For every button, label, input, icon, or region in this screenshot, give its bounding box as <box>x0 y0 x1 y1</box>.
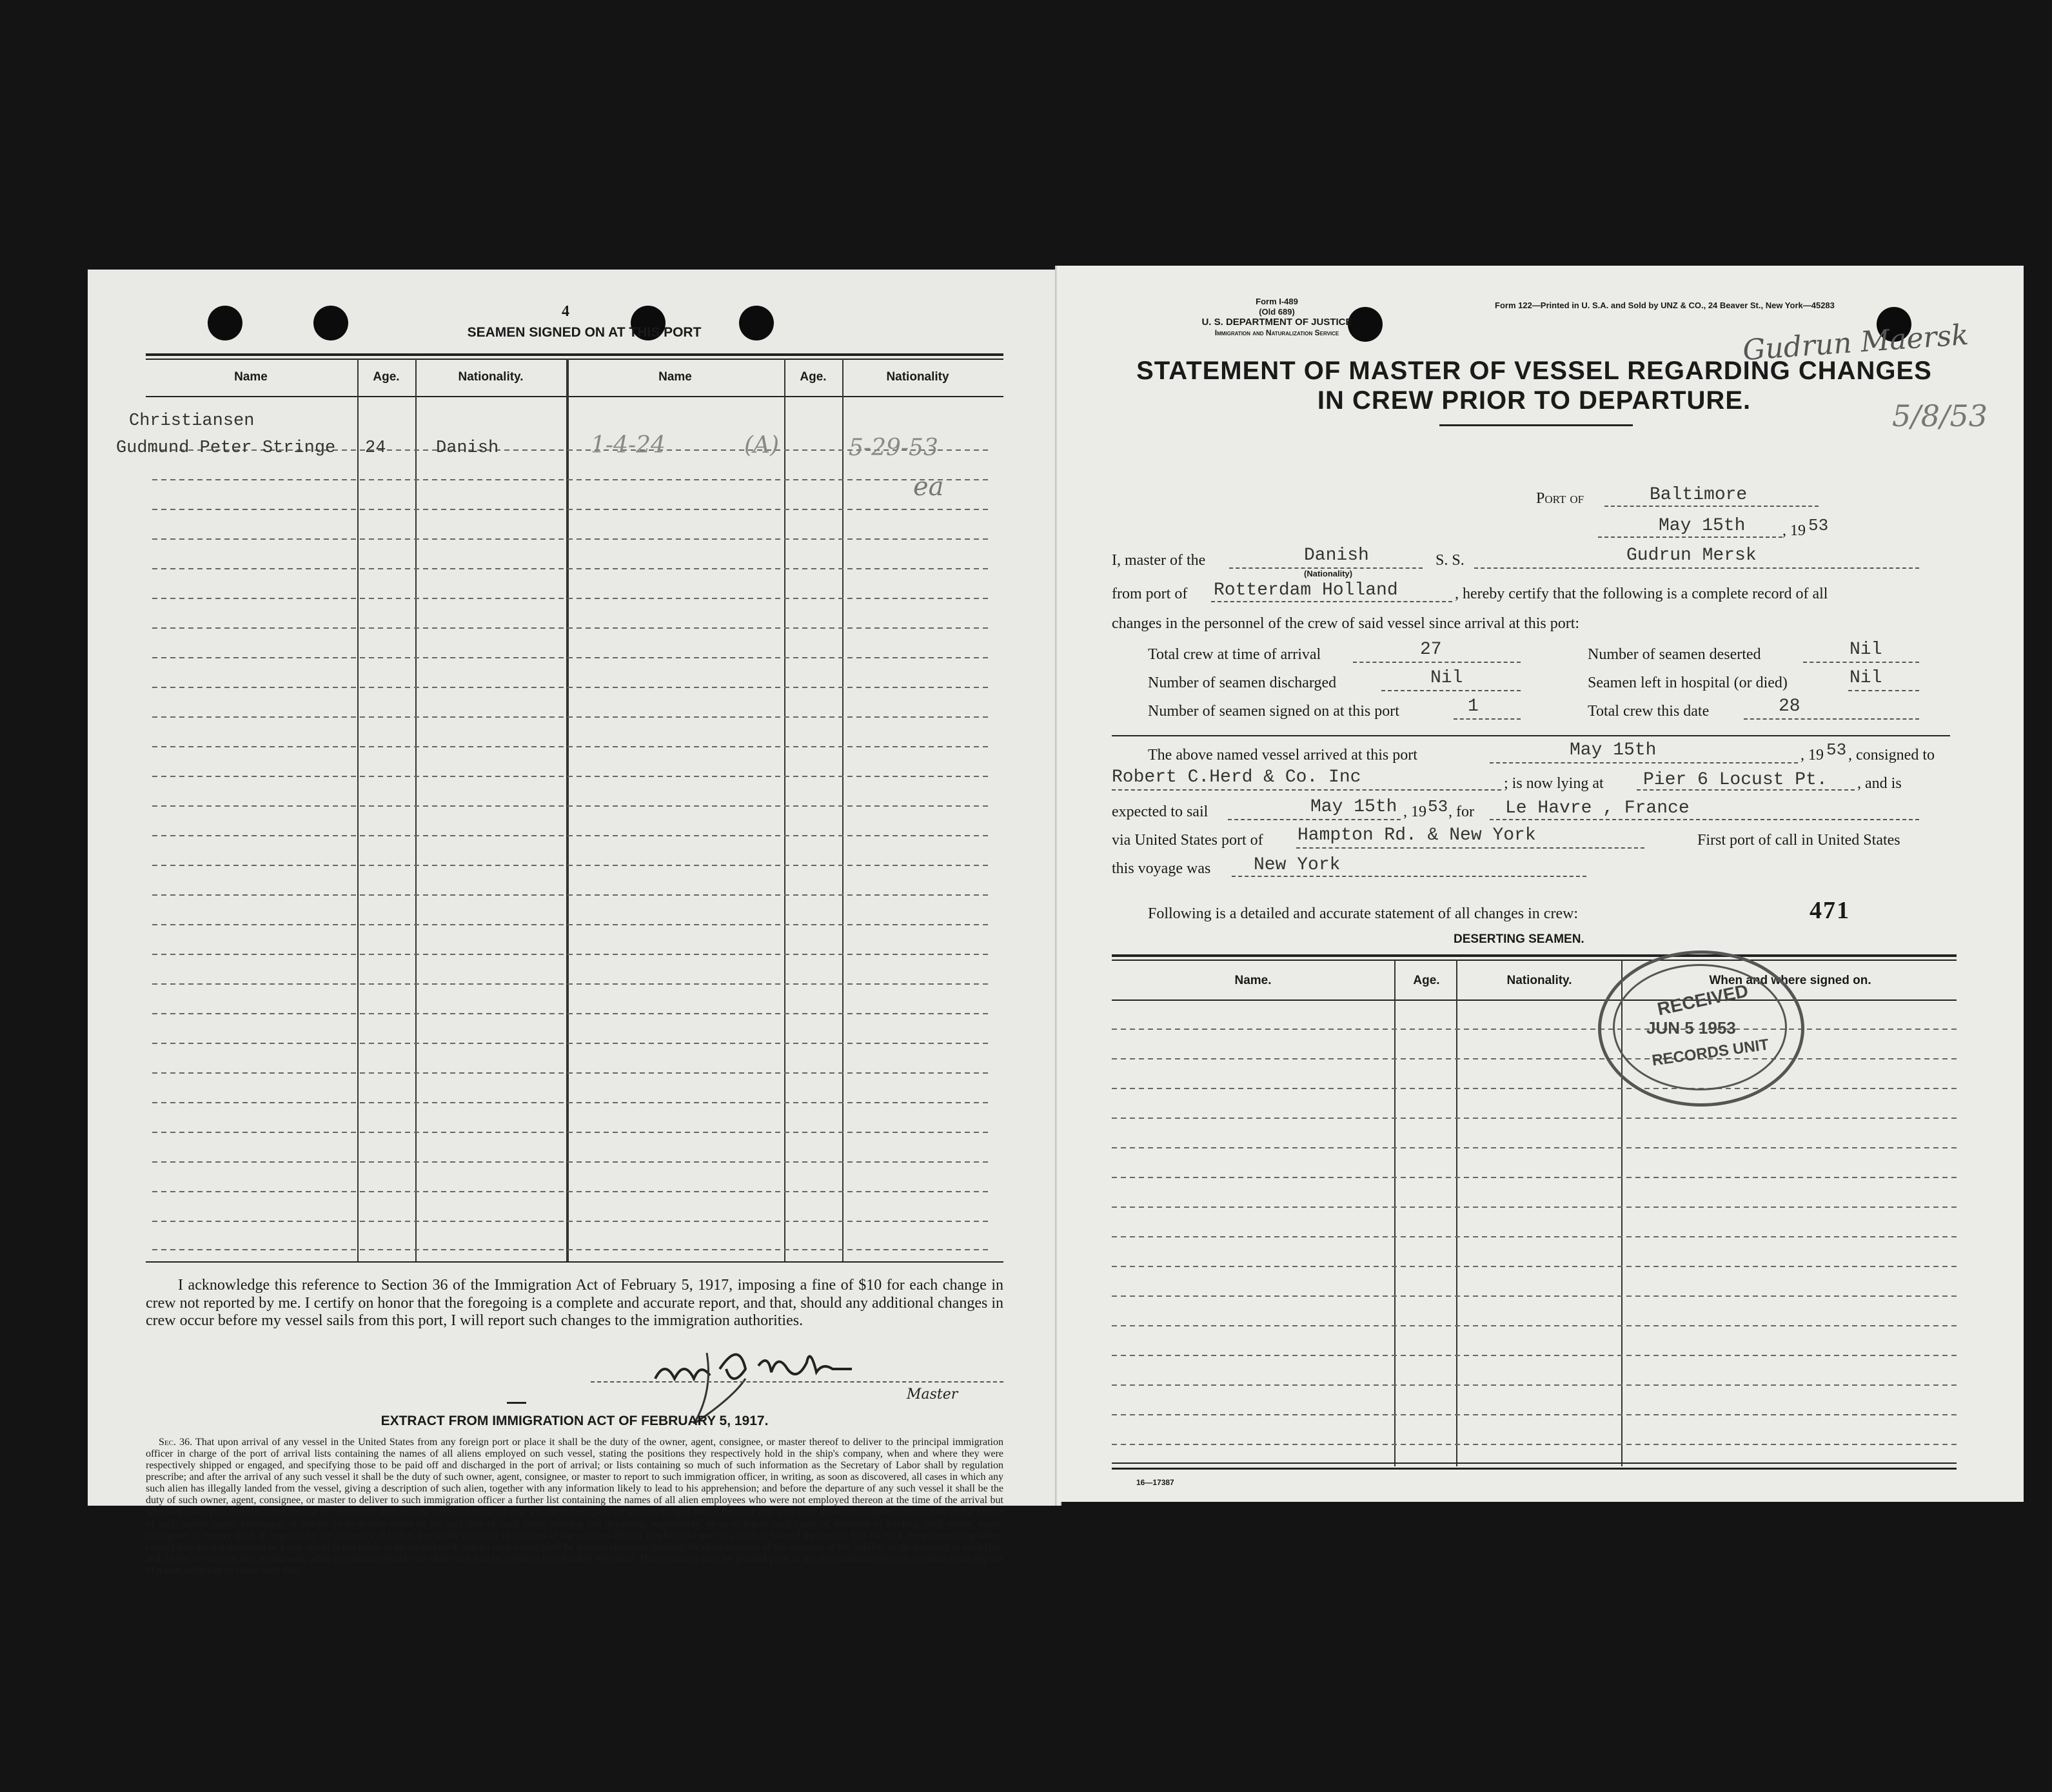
port-of-label: Port of <box>1536 490 1584 507</box>
consigned-label: , consigned to <box>1848 747 1935 763</box>
total-today-value: 28 <box>1779 696 1800 716</box>
this-voyage-value: New York <box>1254 855 1341 875</box>
arrived-year-prefix: , 19 <box>1800 747 1824 763</box>
deserting-heading: DESERTING SEAMEN. <box>1454 932 1584 946</box>
this-voyage-label: this voyage was <box>1112 860 1211 877</box>
expected-year-prefix: , 19 <box>1403 803 1426 820</box>
received-stamp <box>1598 950 1804 1107</box>
master-signature <box>642 1334 900 1424</box>
entry-note-name: 1-4-24 <box>591 432 666 458</box>
signed-on-label: Number of seamen signed on at this port <box>1148 703 1399 720</box>
stamp-date: JUN 5 1953 <box>1646 1018 1736 1038</box>
page-number: 4 <box>562 303 569 320</box>
stamp-unit: RECORDS UNIT <box>1650 1036 1770 1070</box>
certify-text-2: changes in the personnel of the crew of said vessel since arrival at this port: <box>1112 615 1580 632</box>
col-desert-signed-on: When and where signed on. <box>1709 974 1871 987</box>
entry-surname: Christiansen <box>129 411 255 431</box>
printer-line: Form 122—Printed in U. S.A. and Sold by UNZ & CO., 24 Beaver St., New York—45283 <box>1495 300 1835 310</box>
destination-value: Le Havre , France <box>1505 798 1690 818</box>
master-label: Master <box>907 1386 958 1403</box>
from-port-value: Rotterdam Holland <box>1214 580 1398 600</box>
col-desert-nationality: Nationality. <box>1506 974 1572 987</box>
from-port-label: from port of <box>1112 586 1188 602</box>
col-desert-name: Name. <box>1234 974 1272 987</box>
arrived-value: May 15th <box>1570 740 1657 760</box>
deserted-value: Nil <box>1850 640 1882 660</box>
ss-label: S. S. <box>1435 552 1465 569</box>
col-name: Name <box>234 370 268 384</box>
form-title: STATEMENT OF MASTER OF VESSEL REGARDING CHANGES IN CREW PRIOR TO DEPARTURE. <box>1136 357 1932 415</box>
entry-note-nationality: 5-29-53 <box>849 435 938 461</box>
master-of-label: I, master of the <box>1112 552 1206 569</box>
lying-label: ; is now lying at <box>1504 775 1604 792</box>
left-page <box>88 270 1059 1576</box>
total-crew-arrival-label: Total crew at time of arrival <box>1148 646 1321 663</box>
col-name-2: Name <box>658 370 692 384</box>
stamp-received: RECEIVED <box>1655 980 1750 1019</box>
nationality-value: Danish <box>1304 546 1369 566</box>
discharged-label: Number of seamen discharged <box>1148 674 1337 691</box>
footer-code: 16—17387 <box>1136 1478 1174 1487</box>
consignee-value: Robert C.Herd & Co. Inc <box>1112 767 1361 787</box>
col-nationality: Nationality. <box>458 370 524 384</box>
handwritten-date: 5/8/53 <box>1892 399 1988 433</box>
deserting-table-row-lines <box>1059 266 2024 1502</box>
col-nationality-2: Nationality <box>886 370 949 384</box>
handwritten-ship-name: Gudrun Maersk <box>1741 318 1970 368</box>
lying-value: Pier 6 Locust Pt. <box>1643 770 1828 790</box>
nationality-caption: (Nationality) <box>1304 569 1353 578</box>
hospital-label: Seamen left in hospital (or died) <box>1588 674 1788 691</box>
entry-note-initials: ea <box>913 472 944 502</box>
entry-nationality: Danish <box>436 438 499 458</box>
col-desert-age: Age. <box>1413 974 1440 987</box>
and-is-label: , and is <box>1857 775 1902 792</box>
signed-on-value: 1 <box>1468 696 1479 716</box>
section-36-text: Sec. 36. That upon arrival of any vessel in the United States from any foreign port or place it shall be the duty of the owner, agent, consignee, or master thereof to deliver to the principal immigration officer in charge of the port of arrival lists containing the names of all aliens employed on such vessel, stating the positions they respectively hold in the ship's company, when and where they were respectively shipped or engaged, and specifying those to be paid off and discharged in the port of arrival; or lists containing so much of such information as the Secretary of Labor shall by regulation prescribe; and after the arrival of any such vessel it shall be the duty of such owner, agent, consignee, or master to report to such immigration officer, in writing, as soon as discovered, all cases in which any such alien has illegally landed from the vessel, giving a description of such alien, together with any information likely to lead to his apprehension; and before the departure of any such vessel it shall be the duty of such owner, agent, consignee, or master to deliver to such immigration officer a further list containing the names of all alien employees who were not employed thereon at the time of the arrival but who will leave port thereon at the time of her departure, and also the names of those, if any, who have been paid off and discharged and of those, if any, who have deserted or landed; and in case of the failure of such owner, agent, consignee, or master so to deliver either of the said lists of such aliens arriving and departing, respectively, or so to report such cases of desertion or landing, such owner, agent, consignee, or master shall, if required by the Secretary of Labor, pay to the collector of customs of the customs district in which the port of arrival is located the sum of $10 for each alien concerning whom correct lists are not delivered or a true report is not made as above required; and no such vessel shall be granted clearance pending the determination of the question of the liability to the payment of such fine, and, in the event such fine is imposed, while it remains unpaid; nor shall such fine be remitted or refunded; Provided, That clearance may be granted prior to the determination of such question upon deposit of a sum sufficient to cover such fine <box>146 1437 1004 1576</box>
arrived-label: The above named vessel arrived at this port <box>1148 747 1417 763</box>
entry-given-names: Gudmund Peter Stringe <box>116 438 336 458</box>
certify-text: , hereby certify that the following is a complete record of all <box>1455 586 1828 602</box>
section-heading: SEAMEN SIGNED ON AT THIS PORT <box>467 325 702 340</box>
year-value: 53 <box>1808 516 1829 535</box>
form-header: Form I-489 (Old 689) U. S. DEPARTMENT OF JUSTICE Immigration and Naturalization Service <box>1201 297 1352 338</box>
record-number: 471 <box>1810 897 1850 924</box>
arrived-year: 53 <box>1826 740 1847 760</box>
ship-name: Gudrun Mersk <box>1626 546 1757 566</box>
col-age: Age. <box>373 370 400 384</box>
right-page <box>1059 266 2024 1502</box>
date-value: May 15th <box>1659 516 1746 536</box>
acknowledgement-text: I acknowledge this reference to Section 36 of the Immigration Act of February 5, 1917, imposing a fine of $10 for each change in crew not reported by me. I certify on honor that the foregoing is a complete and accurate report, and that, should any additional changes in crew occur before my vessel sails from this port, I will report such changes to the immigration authorities. <box>146 1277 1003 1330</box>
expected-label: expected to sail <box>1112 803 1209 820</box>
expected-value: May 15th <box>1310 797 1397 817</box>
via-value: Hampton Rd. & New York <box>1297 825 1536 845</box>
via-label: via United States port of <box>1112 832 1263 849</box>
port-of-value: Baltimore <box>1650 485 1748 505</box>
col-age-2: Age. <box>800 370 827 384</box>
deserted-label: Number of seamen deserted <box>1588 646 1761 663</box>
total-today-label: Total crew this date <box>1588 703 1710 720</box>
total-crew-arrival-value: 27 <box>1420 640 1442 660</box>
expected-year: 53 <box>1428 797 1448 816</box>
following-text: Following is a detailed and accurate statement of all changes in crew: <box>1148 905 1579 922</box>
for-label: , for <box>1448 803 1474 820</box>
discharged-value: Nil <box>1430 668 1463 688</box>
hospital-value: Nil <box>1850 668 1882 688</box>
first-port-label: First port of call in United States <box>1697 832 1900 849</box>
year-prefix: , 19 <box>1782 522 1806 539</box>
entry-age: 24 <box>365 438 386 458</box>
entry-note-age: (A) <box>744 432 780 458</box>
extract-heading: EXTRACT FROM IMMIGRATION ACT OF FEBRUARY 5, 1917. <box>380 1413 769 1428</box>
